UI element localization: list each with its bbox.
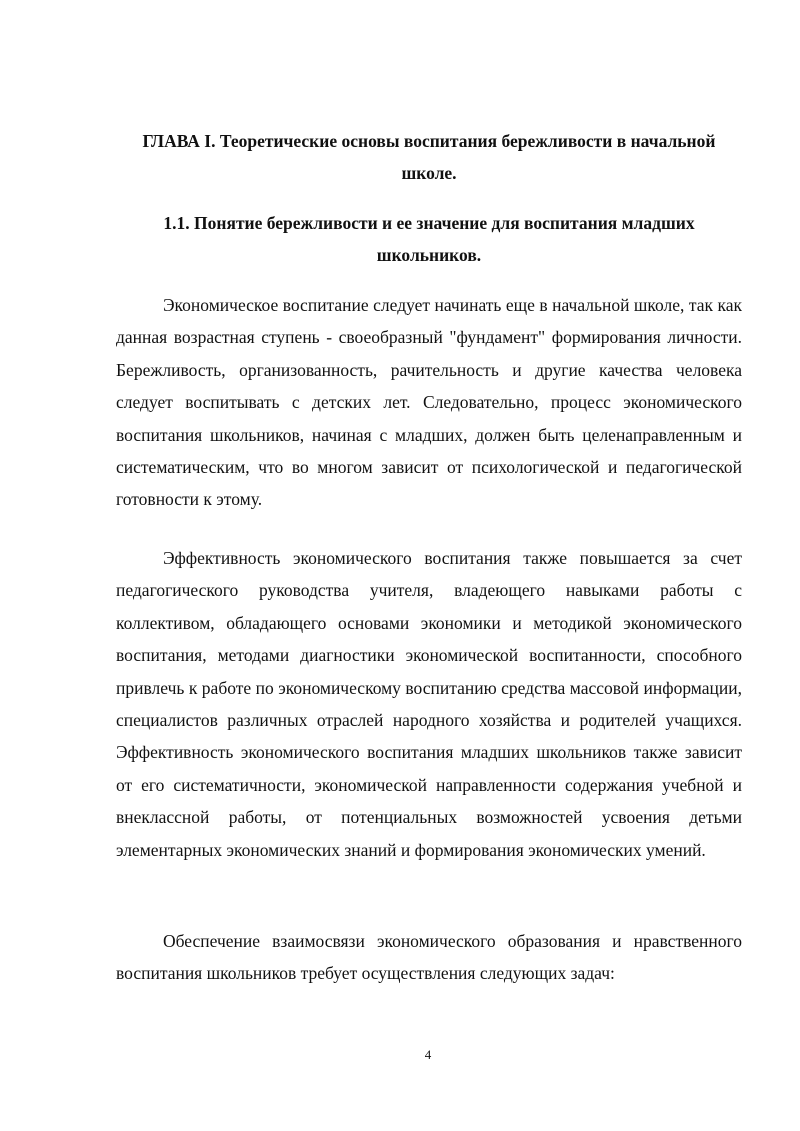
- page-number: 4: [424, 1047, 432, 1062]
- chapter-title: ГЛАВА I. Теоретические основы воспитания бережливости в начальной школе.: [142, 131, 716, 183]
- section-title: 1.1. Понятие бережливости и ее значение для воспитания младших школьников.: [163, 213, 695, 265]
- body-paragraph: Экономическое воспитание следует начинать еще в начальной школе, так как данная возрастная ступень - своеобразный "фундамент" формирования личности. Бережливость, организованность, рачительность и другие качества человека следует воспитывать с детских лет. Следовательно, процесс экономического воспитания школьников, начиная с младших, должен быть целенаправленным и систематическим, что во многом зависит от психологической и педагогической готовности к этому.: [116, 295, 742, 510]
- body-paragraph: Обеспечение взаимосвязи экономического образования и нравственного воспитания школьников требует осуществления следующих задач:: [116, 931, 742, 984]
- body-paragraph: Эффективность экономического воспитания также повышается за счет педагогического руководства учителя, владеющего навыками работы с коллективом, обладающего основами экономики и методикой экономического воспитания, методами диагностики экономической воспитанности, способного привлечь к работе по экономическому воспитанию средства массовой информации, специалистов различных отраслей народного хозяйства и родителей учащихся. Эффективность экономического воспитания младших школьников также зависит от его систематичности, экономической направленности содержания учебной и внеклассной работы, от потенциальных возможностей усвоения детьми элементарных экономических знаний и формирования экономических умений.: [116, 548, 742, 860]
